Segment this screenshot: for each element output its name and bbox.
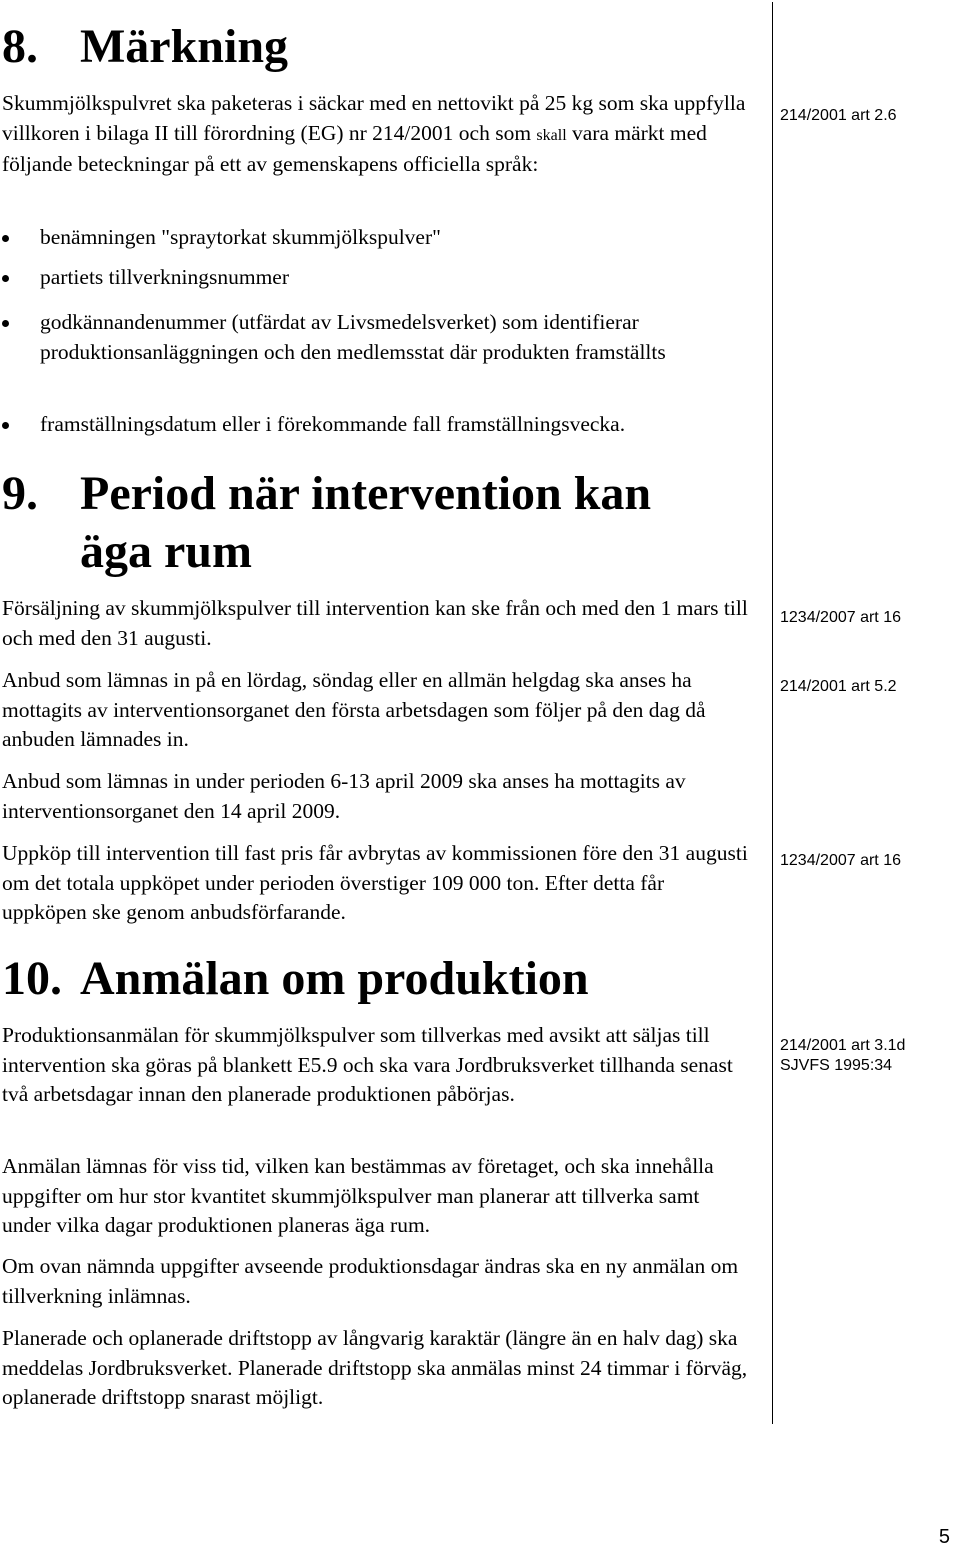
page-number: 5 (938, 1526, 950, 1548)
section-9-reference-1: 1234/2007 art 16 (780, 609, 901, 626)
section-9-paragraph-1: Försäljning av skummjölkspulver till intervention kan ske från och med den 1 mars till och med den 31 augusti. (2, 596, 748, 650)
section-9-paragraph-4: Uppköp till intervention till fast pris får avbrytas av kommissionen före den 31 augusti om det totala uppköpet under perioden överstiger 109 000 ton. Efter detta får uppköpen ske genom anbudsförfarande. (2, 841, 748, 924)
section-9-reference-3: 1234/2007 art 16 (780, 852, 901, 869)
section-8-intro (2, 89, 750, 180)
section-8-intro-rest: vara märkt med följande beteckningar på ett av gemenskapens officiella språk: (2, 120, 707, 176)
section-10-heading (2, 950, 589, 1008)
section-9-paragraph-3: Anbud som lämnas in under perioden 6-13 april 2009 ska anses ha mottagits av interventionsorganet den 14 april 2009. (2, 769, 686, 823)
section-10-paragraph-1: Produktionsanmälan för skummjölkspulver som tillverkas med avsikt att säljas till intervention ska göras på blankett E5.9 och ska vara Jordbruksverket tillhanda senast två arbetsdagar innan den planerade produktionen påbörjas. (2, 1023, 733, 1106)
list-item-text: benämningen "spraytorkat skummjölkspulver" (40, 225, 441, 249)
bullet-icon (2, 422, 9, 429)
section-9-number: 9. (2, 467, 38, 520)
section-8-reference: 214/2001 art 2.6 (780, 107, 897, 124)
bullet-icon (2, 320, 9, 327)
section-8-intro-small-word: skall (536, 126, 567, 144)
section-10-number: 10. (2, 952, 62, 1005)
section-8-intro-main: Skummjölkspulvret ska paketeras i säckar med en nettovikt på 25 kg som ska uppfylla villkoren i bilaga II till förordning (EG) nr 214/2001 och som (2, 91, 746, 145)
section-10-title: Anmälan om produktion (80, 952, 589, 1005)
section-8-title: Märkning (80, 20, 289, 73)
section-9-title-line-2: äga rum (80, 525, 252, 578)
bullet-icon (2, 235, 9, 242)
section-8-number: 8. (2, 20, 38, 73)
bullet-icon (2, 275, 9, 282)
section-10-reference-line-1: 214/2001 art 3.1d (780, 1037, 906, 1054)
list-item-text: partiets tillverkningsnummer (40, 265, 289, 289)
section-10-paragraph-3: Om ovan nämnda uppgifter avseende produktionsdagar ändras ska en ny anmälan om tillverkning inlämnas. (2, 1254, 739, 1308)
section-10-paragraph-4: Planerade och oplanerade driftstopp av långvarig karaktär (längre än en halv dag) ska meddelas Jordbruksverket. Planerade driftstopp ska anmälas minst 24 timmar i förväg, oplanerade driftstopp snarast möjligt. (2, 1326, 748, 1409)
section-9-paragraph-2: Anbud som lämnas in på en lördag, söndag eller en allmän helgdag ska anses ha mottagits av interventionsorganet den första arbetsdagen som följer på den dag då anbuden lämnades in. (2, 668, 706, 751)
section-10-paragraph-2: Anmälan lämnas för viss tid, vilken kan bestämmas av företaget, och ska innehålla uppgifter om hur stor kvantitet skummjölkspulver man planerar att tillverka samt under vilka dagar produktionen planeras äga rum. (2, 1154, 714, 1237)
section-9-heading (2, 465, 651, 581)
section-10-reference-line-2: SJVFS 1995:34 (780, 1057, 893, 1074)
section-10-reference (780, 1036, 950, 1076)
margin-rule (772, 2, 773, 1424)
list-item-text: godkännandenummer (utfärdat av Livsmedelsverket) som identifierar produktionsanläggningen och den medlemsstat där produkten framställts (40, 310, 666, 364)
section-8-heading (2, 18, 288, 76)
list-item-text: framställningsdatum eller i förekommande fall framställningsvecka. (40, 412, 626, 436)
section-9-title-line-1: Period när intervention kan (80, 467, 652, 520)
section-9-reference-2: 214/2001 art 5.2 (780, 678, 897, 695)
